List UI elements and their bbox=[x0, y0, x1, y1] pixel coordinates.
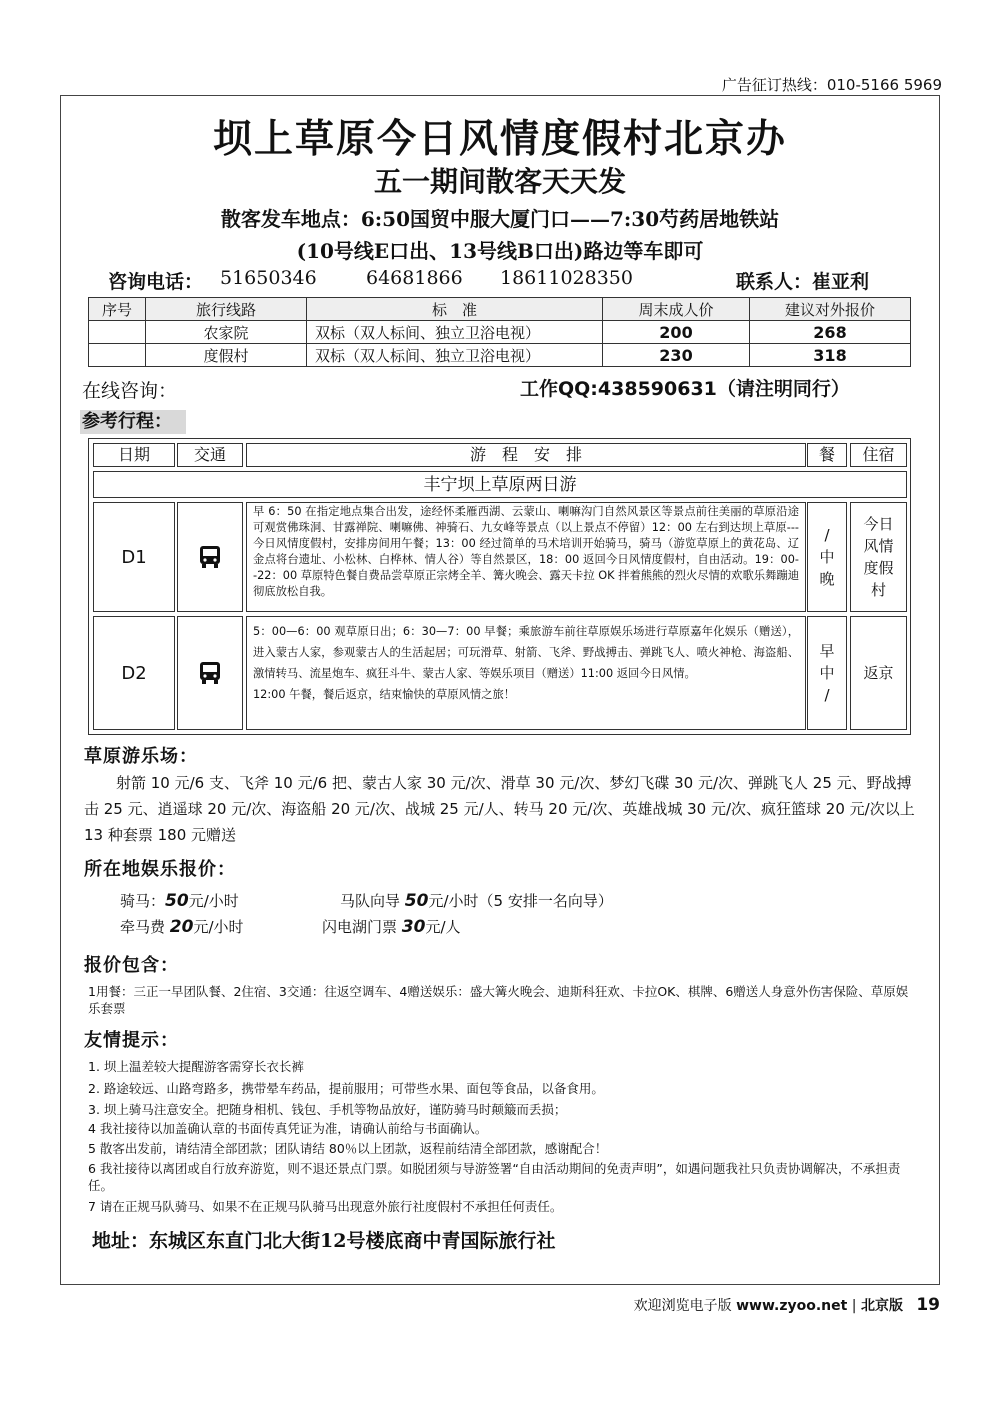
page-title: 坝上草原今日风情度假村北京办 bbox=[212, 116, 787, 162]
row-no bbox=[89, 321, 146, 344]
price-unit: 元/小时 bbox=[193, 918, 244, 936]
footer-text: 欢迎浏览电子版 bbox=[633, 1298, 732, 1314]
day-label: D1 bbox=[93, 502, 175, 612]
itinerary-table bbox=[88, 438, 911, 735]
row-standard: 双标（双人标间、独立卫浴电视） bbox=[307, 321, 603, 344]
price-table-header bbox=[89, 298, 911, 321]
online-consult-label: 在线咨询： bbox=[82, 380, 178, 402]
tip-item: 2. 路途较远、山路弯路多，携带晕车药品，提前服用；可带些水果、面包等食品，以备食用。 bbox=[88, 1081, 604, 1096]
tips-title: 友情提示： bbox=[84, 1030, 179, 1051]
amusement-title: 草原游乐场： bbox=[84, 746, 198, 767]
day-lodging: 返京 bbox=[850, 616, 907, 730]
day-description: 早 6：50 在指定地点集合出发，途经怀柔雁西湖、云蒙山、喇嘛沟门自然风景区等景点前往美丽的草原沿途可观赏佛珠洞、甘露禅院、喇嘛佛、神骑石、九女峰等景点（以上景点不停留）12：00 左右到达坝上草原---今日风情度假村，安排房间用午餐；13：00 经过简单的马术培训开始骑马，骑马（游览草原上的黄花岛、辽金点将台遗址、小松林、白桦林、情人谷）等自然景区，18：00 返回今日风情度假村，自由活动。19：00--22：00 草原特色餐自费品尝草原正宗烤全羊、篝火晚会、露天卡拉 OK 拌着熊熊的烈火尽情的欢歌乐舞蹦迪彻底放松自我。 bbox=[246, 502, 806, 612]
local-prices-title: 所在地娱乐报价： bbox=[84, 859, 236, 880]
row-suggested-price: 268 bbox=[750, 321, 911, 344]
price-unit: 元/人 bbox=[425, 918, 461, 936]
page-footer bbox=[634, 1295, 940, 1315]
price-value: 50 bbox=[404, 891, 429, 911]
price-value: 50 bbox=[165, 891, 189, 911]
footer-edition: 北京版 bbox=[860, 1298, 903, 1314]
header-cell: 标 准 bbox=[307, 298, 603, 321]
itinerary-header-transport: 交通 bbox=[177, 443, 243, 467]
row-route: 度假村 bbox=[146, 344, 307, 367]
row-weekend-price: 230 bbox=[603, 344, 750, 367]
day-meals: / 中 晚 bbox=[807, 502, 847, 612]
contact-person: 联系人：崔亚利 bbox=[736, 271, 870, 293]
itinerary-header-meals: 餐 bbox=[807, 443, 847, 467]
row-suggested-price: 318 bbox=[750, 344, 911, 367]
footer-divider: | bbox=[851, 1298, 857, 1314]
reference-itinerary-label: 参考行程： bbox=[80, 410, 186, 434]
day-label: D2 bbox=[93, 616, 175, 730]
price-label: 闪电湖门票 bbox=[322, 918, 398, 936]
local-price-guide bbox=[340, 890, 613, 911]
itinerary-header-date: 日期 bbox=[93, 443, 175, 467]
work-qq: 工作QQ:438590631（请注明同行） bbox=[520, 378, 850, 400]
table-row bbox=[89, 321, 911, 344]
local-price-leading bbox=[120, 916, 244, 937]
transport-cell bbox=[177, 616, 243, 730]
ad-hotline: 广告征订热线：010-5166 5969 bbox=[721, 76, 942, 94]
row-standard: 双标（双人标间、独立卫浴电视） bbox=[307, 344, 603, 367]
bus-icon bbox=[199, 545, 221, 569]
row-weekend-price: 200 bbox=[603, 321, 750, 344]
tip-item: 1. 坝上温差较大提醒游客需穿长衣长裤 bbox=[88, 1059, 304, 1074]
includes-title: 报价包含： bbox=[84, 955, 179, 976]
header-cell: 建议对外报价 bbox=[750, 298, 911, 321]
price-value: 20 bbox=[169, 917, 194, 937]
price-value: 30 bbox=[401, 917, 426, 937]
itinerary-header-schedule: 游 程 安 排 bbox=[246, 443, 806, 467]
row-no bbox=[89, 344, 146, 367]
tip-item: 3. 坝上骑马注意安全。把随身相机、钱包、手机等物品放好，谨防骑马时颠簸而丢损； bbox=[88, 1102, 567, 1117]
includes-text: 1用餐：三正一早团队餐、2住宿、3交通：往返空调车、4赠送娱乐：盛大篝火晚会、迪斯科狂欢、卡拉OK、棋牌、6赠送人身意外伤害保险、草原娱乐套票 bbox=[88, 984, 909, 1016]
day-lodging: 今日 风情 度假 村 bbox=[850, 502, 907, 612]
local-price-riding bbox=[120, 890, 239, 911]
transport-cell bbox=[177, 502, 243, 612]
itinerary-header-lodging: 住宿 bbox=[850, 443, 907, 467]
day-meals: 早 中 / bbox=[807, 616, 847, 730]
contact-label: 咨询电话： bbox=[108, 271, 204, 293]
amusement-prices: 射箭 10 元/6 支、飞斧 10 元/6 把、蒙古人家 30 元/次、滑草 30 元/次、梦幻飞碟 30 元/次、弹跳飞人 25 元、野战搏击 25 元、逍遥球 20 元/次、海盗船 20 元/次、战城 25 元/人、转马 20 元/次、英雄战城 30 元/次、疯狂篮球 20 元/次以上 13 种套票 180 元赠送 bbox=[84, 774, 915, 844]
price-label: 马队向导 bbox=[340, 892, 401, 910]
price-label: 牵马费 bbox=[120, 918, 166, 936]
price-unit: 元/小时（5 安排一名向导） bbox=[428, 892, 613, 910]
address: 地址：东城区东直门北大街12号楼底商中青国际旅行社 bbox=[92, 1230, 556, 1252]
tip-item: 5 散客出发前，请结清全部团款；团队请结 80％以上团款，返程前结清全部团款，感谢配合！ bbox=[88, 1141, 608, 1156]
tip-item: 6 我社接待以离团或自行放弃游览，则不退还景点门票。如脱团须与导游签署“自由活动期间的免责声明”，如遇问题我社只负责协调解决，不承担责任。 bbox=[88, 1161, 901, 1193]
price-unit: 元/小时 bbox=[188, 892, 239, 910]
row-route: 农家院 bbox=[146, 321, 307, 344]
table-row bbox=[89, 344, 911, 367]
tour-name: 丰宁坝上草原两日游 bbox=[93, 471, 907, 498]
footer-url[interactable]: www.zyoo.net bbox=[736, 1298, 848, 1314]
bus-icon bbox=[199, 661, 221, 685]
day-description: 5：00—6：00 观草原日出；6：30—7：00 早餐；乘旅游车前往草原娱乐场进行草原嘉年化娱乐（赠送），进入蒙古人家，参观蒙古人的生活起居；可玩滑草、射箭、飞斧、野战搏击、弹跳飞人、喷火神枪、海盗船、激情转马、流星炮车、疯狂斗牛、蒙古人家、等娱乐项目（赠送）11:00 返回今日风情。 12:00 午餐，餐后返京，结束愉快的草原风情之旅！ bbox=[246, 616, 806, 730]
phone-3: 18611028350 bbox=[500, 267, 633, 289]
local-price-lake-ticket bbox=[322, 916, 461, 937]
price-label: 骑马： bbox=[120, 892, 166, 910]
tip-item: 7 请在正规马队骑马、如果不在正规马队骑马出现意外旅行社度假村不承担任何责任。 bbox=[88, 1199, 563, 1214]
header-cell: 周末成人价 bbox=[603, 298, 750, 321]
page-number: 19 bbox=[916, 1295, 940, 1315]
tip-item: 4 我社接待以加盖确认章的书面传真凭证为准，请确认前给与书面确认。 bbox=[88, 1121, 488, 1136]
departure-line-2: (10号线E口出、13号线B口出)路边等车即可 bbox=[296, 239, 704, 263]
departure-line-1: 散客发车地点：6:50国贸中服大厦门口——7:30芍药居地铁站 bbox=[220, 207, 780, 231]
page-subtitle: 五一期间散客天天发 bbox=[373, 165, 626, 198]
phone-2: 64681866 bbox=[366, 267, 463, 289]
header-cell: 旅行线路 bbox=[146, 298, 307, 321]
header-cell: 序号 bbox=[89, 298, 146, 321]
phone-1: 51650346 bbox=[220, 267, 317, 289]
price-table bbox=[88, 297, 911, 367]
